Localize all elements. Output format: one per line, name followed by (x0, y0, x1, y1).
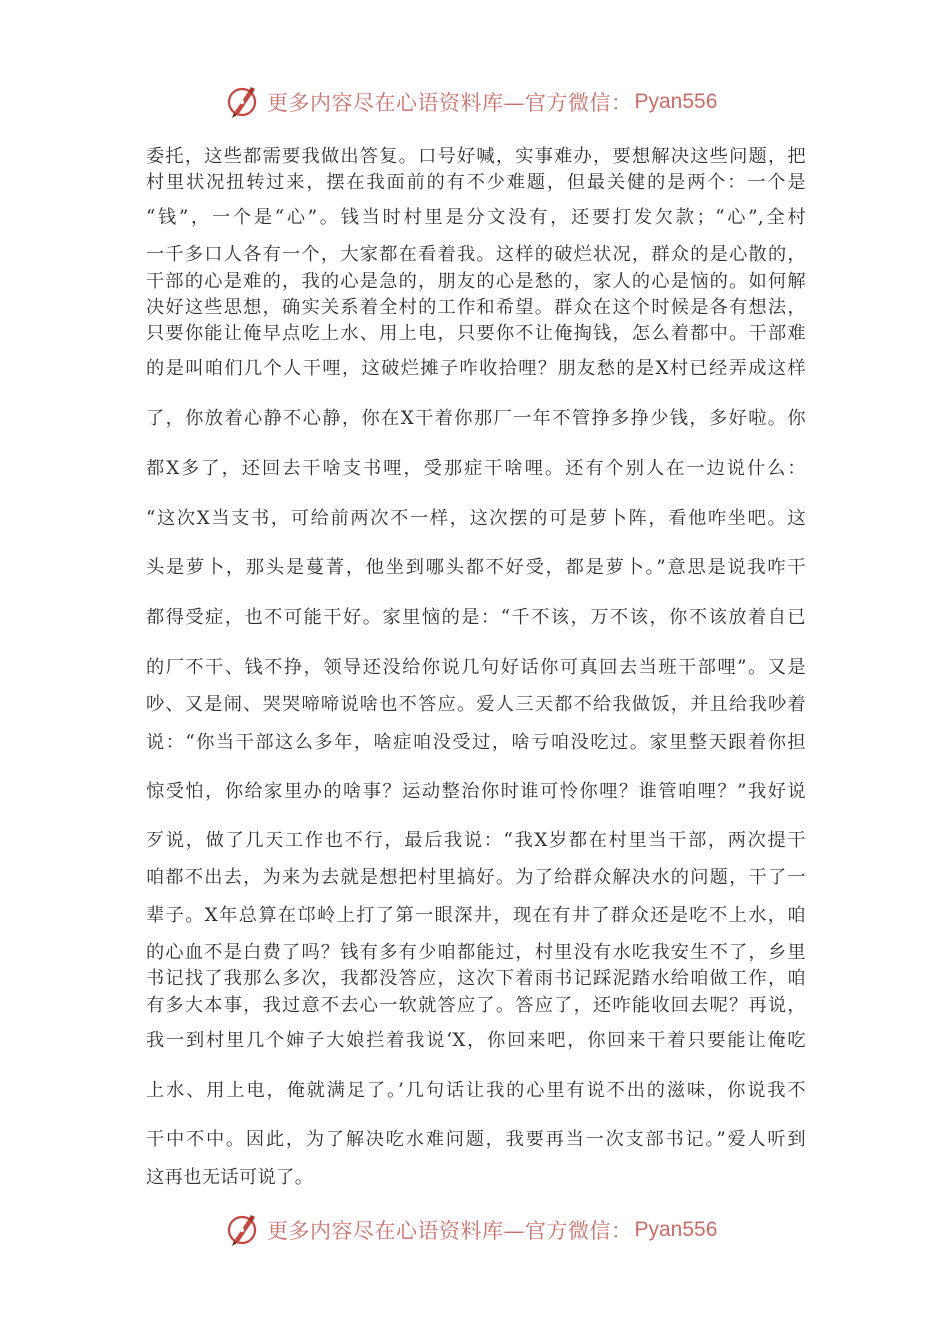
header-wechat-id: Pyan556 (634, 90, 718, 113)
text-line: 咱都不出去，为来为去就是想把村里搞好。为了给群众解决水的问题，干了一 (146, 867, 806, 888)
text-line: 只要你能让俺早点吃上水、用上电，只要你不让俺掏钱，怎么着都中。干部难 (146, 323, 806, 344)
header-banner (0, 82, 950, 122)
text-line: “钱”，一个是“心”。钱当时村里是分文没有，还要打发欠款；“心”,全村 (146, 207, 806, 228)
header-banner-text: 更多内容尽在心语资料库—官方微信： (267, 91, 633, 115)
text-line: 的心血不是白费了吗？钱有多有少咱都能过，村里没有水吃我安生不了，乡里 (146, 942, 806, 963)
text-line: 村里状况扭转过来，摆在我面前的有不少难题，但最关健的是两个：一个是 (146, 172, 806, 193)
text-line: 头是萝卜，那头是蔓菁，他坐到哪头都不好受，都是萝卜。”意思是说我咋干 (146, 557, 806, 578)
footer-banner-text: 更多内容尽在心语资料库—官方微信： (267, 1219, 633, 1243)
text-line: 我一到村里几个婶子大娘拦着我说‘X，你回来吧，你回来干着只要能让俺吃 (146, 1030, 806, 1051)
text-line: 上水、用上电，俺就满足了。’几句话让我的心里有说不出的滋味，你说我不 (146, 1080, 806, 1101)
text-line: “这次X当支书，可给前两次不一样，这次摆的可是萝卜阵，看他咋坐吧。这 (146, 508, 806, 529)
footer-wechat-id: Pyan556 (634, 1218, 718, 1241)
text-line: 干中不中。因此，为了解决吃水难问题，我要再当一次支部书记。”爱人听到 (146, 1129, 806, 1150)
text-line: 的是叫咱们几个人干哩，这破烂摊子咋收拾哩？朋友愁的是X村已经弄成这样 (146, 358, 806, 379)
text-line: 有多大本事，我过意不去心一软就答应了。答应了，还咋能收回去呢？再说， (146, 995, 806, 1016)
text-line: 都X多了，还回去干啥支书哩，受那症干啥哩。还有个别人在一边说什么： (146, 458, 806, 479)
text-line: 了，你放着心静不心静，你在X干着你那厂一年不管挣多挣少钱，多好啦。你 (146, 408, 806, 429)
pen-in-circle-icon (225, 84, 261, 120)
text-line: 都得受症，也不可能干好。家里恼的是：“千不该，万不该，你不该放着自已 (146, 607, 806, 628)
text-line: 说：“你当干部这么多年，啥症咱没受过，啥亏咱没吃过。家里整天跟着你担 (146, 732, 806, 753)
text-line: 歹说，做了几天工作也不行，最后我说：“我X岁都在村里当干部，两次提干 (146, 830, 806, 851)
text-line: 辈子。X年总算在邙岭上打了第一眼深井，现在有井了群众还是吃不上水，咱 (146, 905, 806, 926)
text-line: 吵、又是闹、哭哭啼啼说啥也不答应。爱人三天都不给我做饭，并且给我吵着 (146, 694, 806, 715)
text-line: 惊受怕，你给家里办的啥事？运动整治你时谁可怜你哩？谁管咱哩？”我好说 (146, 781, 806, 802)
text-line: 这再也无话可说了。 (146, 1167, 314, 1188)
text-line: 一千多口人各有一个，大家都在看着我。这样的破烂状况，群众的是心散的， (146, 244, 806, 265)
text-line: 委托，这些都需要我做出答复。口号好喊，实事难办，要想解决这些问题，把 (146, 146, 806, 167)
text-line: 决好这些思想，确实关系着全村的工作和希望。群众在这个时候是各有想法， (146, 297, 806, 318)
pen-in-circle-icon (225, 1212, 261, 1248)
text-line: 干部的心是难的，我的心是急的，朋友的心是愁的，家人的心是恼的。如何解 (146, 271, 806, 292)
text-line: 的厂不干、钱不挣，领导还没给你说几句好话你可真回去当班干部哩”。又是 (146, 657, 806, 678)
footer-banner (0, 1210, 950, 1250)
text-line: 书记找了我那么多次，我都没答应，这次下着雨书记踩泥踏水给咱做工作，咱 (146, 968, 806, 989)
